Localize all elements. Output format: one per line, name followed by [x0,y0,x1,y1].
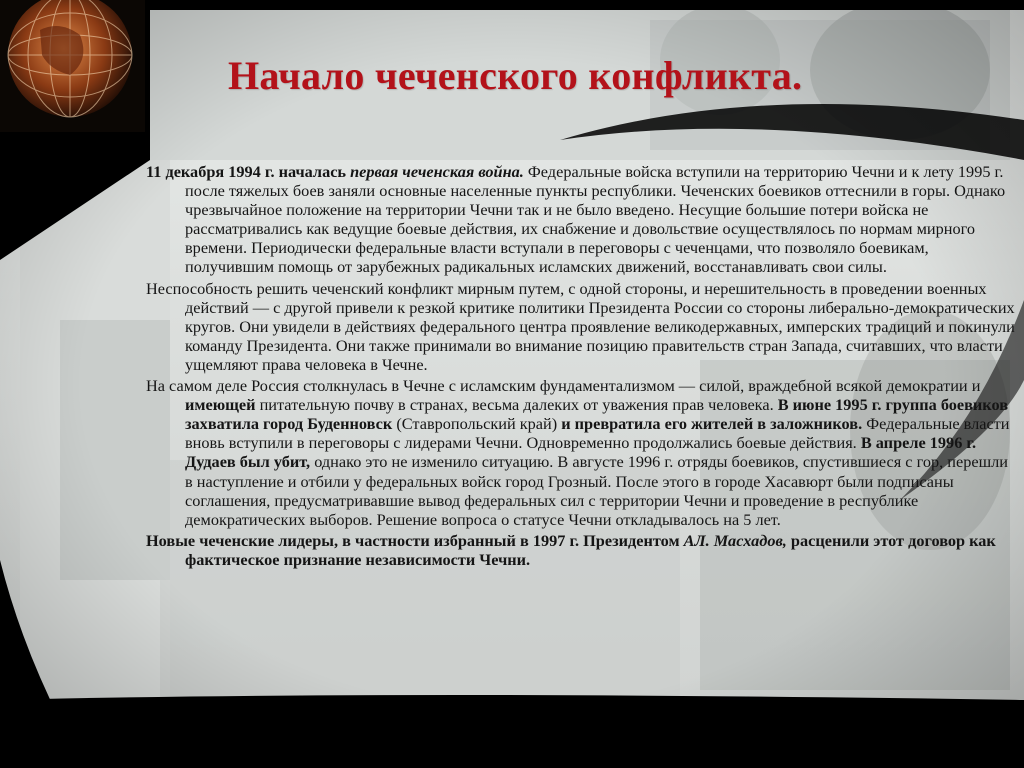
text-run: и превратила его жителей в заложников. [561,414,863,434]
text-run: Федеральные власти вновь вступили в переговоры с лидерами Чечни. Одновременно продолжались боевые действия. [185,414,1010,453]
text-run: Новые чеченские лидеры, в частности избранный в 1997 г. Президентом [146,530,684,550]
globe-logo [0,0,145,132]
paragraph-2 [146,279,1016,374]
text-run: В июне 1995 г. группа боевиков захватила город Буденновск [185,395,1008,434]
text-run: На самом деле Россия столкнулась в Чечне с исламским фундаментализмом — силой, враждебной всякой демократии и [146,376,981,396]
text-run: В апреле 1996 г. Дудаев был убит, [185,433,977,472]
text-run: Федеральные войска вступили на территорию Чечни и к лету 1995 г. после тяжелых боев заняли основные населенные пункты республики. Чеченских боевиков оттеснили в горы. Однако чрезвычайное положение на территории Чечни так и не было введено. Несущие большие потери войска не рассматривались как ведущие боевые действия, их снабжение и довольствие осуществлялось по нормам мирного времени. Периодически федеральные власти вступали в переговоры с чеченцами, что позволяло боевикам, получившим помощь от зарубежных радикальных исламских движений, восстанавливать свои силы. [185,162,1006,277]
text-run: однако это не изменило ситуацию. В августе 1996 г. отряды боевиков, спустившиеся с гор, перешли в наступление и отбили у федеральных войск город Грозный. После этого в городе Хасавюрт были подписаны соглашения, предусматривавшие вывод федеральных сил с территории Чечни и проведение в республике демократических выборов. Решение вопроса о статусе Чечни откладывалось на 5 лет. [185,452,1008,529]
slide-body-text [146,162,1016,571]
text-run: (Ставропольский край) [392,414,562,434]
text-run: первая чеченская война. [350,162,524,181]
paragraph-4 [146,531,1016,569]
paragraph-1 [146,162,1016,277]
text-run: Неспособность решить чеченский конфликт мирным путем, с одной стороны, и нерешительность в проведении военных действий — с другой привели к резкой критике политики Президента России со стороны либерально-демократических кругов. Они увидели в действиях федерального центра проявление великодержавных, имперских традиций и покинули команду Президента. Они также принимали во внимание позицию правительств стран Запада, считавших, что власти ущемляют права человека в Чечне. [146,278,1015,374]
text-run: питательную почву в странах, весьма далеких от уважения прав человека. [255,395,778,415]
text-run: расценили этот договор как фактическое признание независимости Чечни. [185,530,996,569]
paragraph-3 [146,376,1016,529]
globe-icon [0,0,145,132]
text-run: 11 декабря 1994 г. началась [146,162,351,181]
slide-title: Начало чеченского конфликта. [228,53,803,98]
text-run: АЛ. Масхадов, [683,530,787,550]
text-run: имеющей [185,395,256,415]
